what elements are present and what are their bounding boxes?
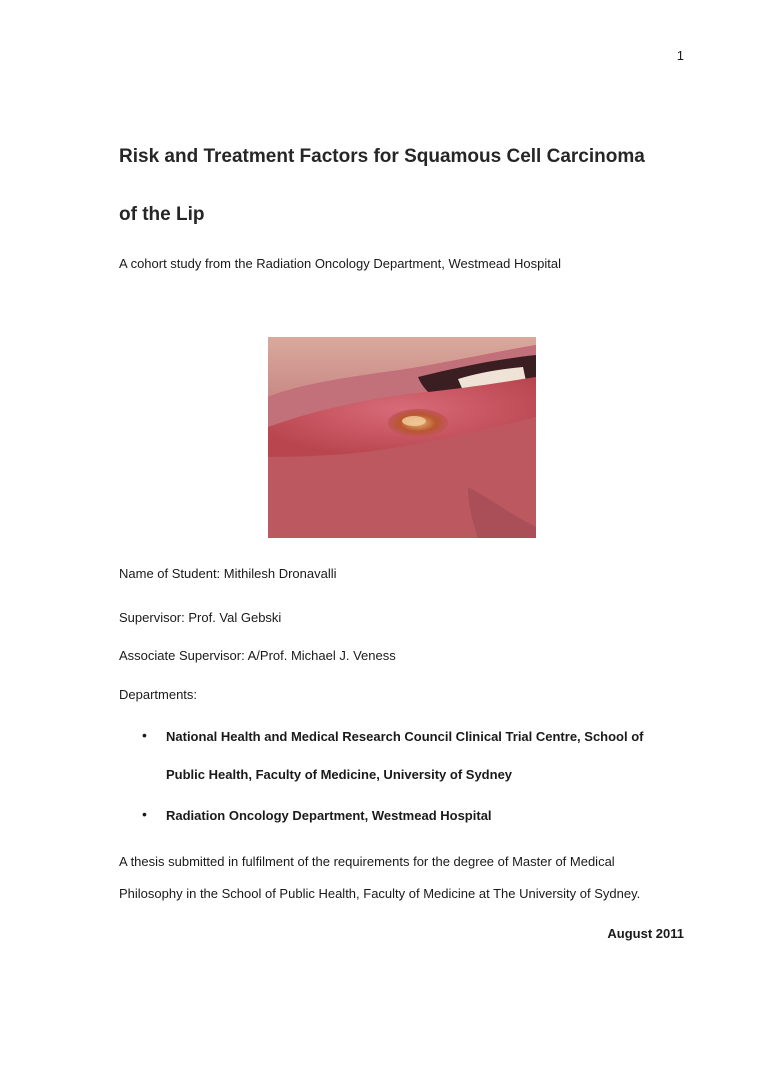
department-1-line-2: Public Health, Faculty of Medicine, University of Sydney xyxy=(166,767,513,782)
thesis-statement-line-2: Philosophy in the School of Public Health, Faculty of Medicine at The University of Sydney. xyxy=(119,886,641,901)
cover-photo xyxy=(268,337,536,538)
submission-date: August 2011 xyxy=(607,926,684,941)
department-1 xyxy=(166,718,666,794)
title-line-1: Risk and Treatment Factors for Squamous Cell Carcinoma xyxy=(119,146,645,167)
title-line-2: of the Lip xyxy=(119,204,205,225)
supervisor: Supervisor: Prof. Val Gebski xyxy=(119,610,282,625)
department-1-line-1: National Health and Medical Research Council Clinical Trial Centre, School of xyxy=(166,729,644,744)
lip-lesion-photo xyxy=(268,337,536,538)
bullet-icon: • xyxy=(142,727,147,743)
subtitle: A cohort study from the Radiation Oncology Department, Westmead Hospital xyxy=(119,256,561,271)
student-name: Name of Student: Mithilesh Dronavalli xyxy=(119,566,337,581)
page-number: 1 xyxy=(676,48,684,63)
departments-label: Departments: xyxy=(119,687,198,702)
department-2 xyxy=(166,797,666,835)
thesis-statement xyxy=(119,846,699,910)
associate-supervisor: Associate Supervisor: A/Prof. Michael J. Veness xyxy=(119,648,396,663)
department-2-line-1: Radiation Oncology Department, Westmead Hospital xyxy=(166,808,492,823)
bullet-icon: • xyxy=(142,806,147,822)
thesis-statement-line-1: A thesis submitted in fulfilment of the requirements for the degree of Master of Medical xyxy=(119,854,615,869)
